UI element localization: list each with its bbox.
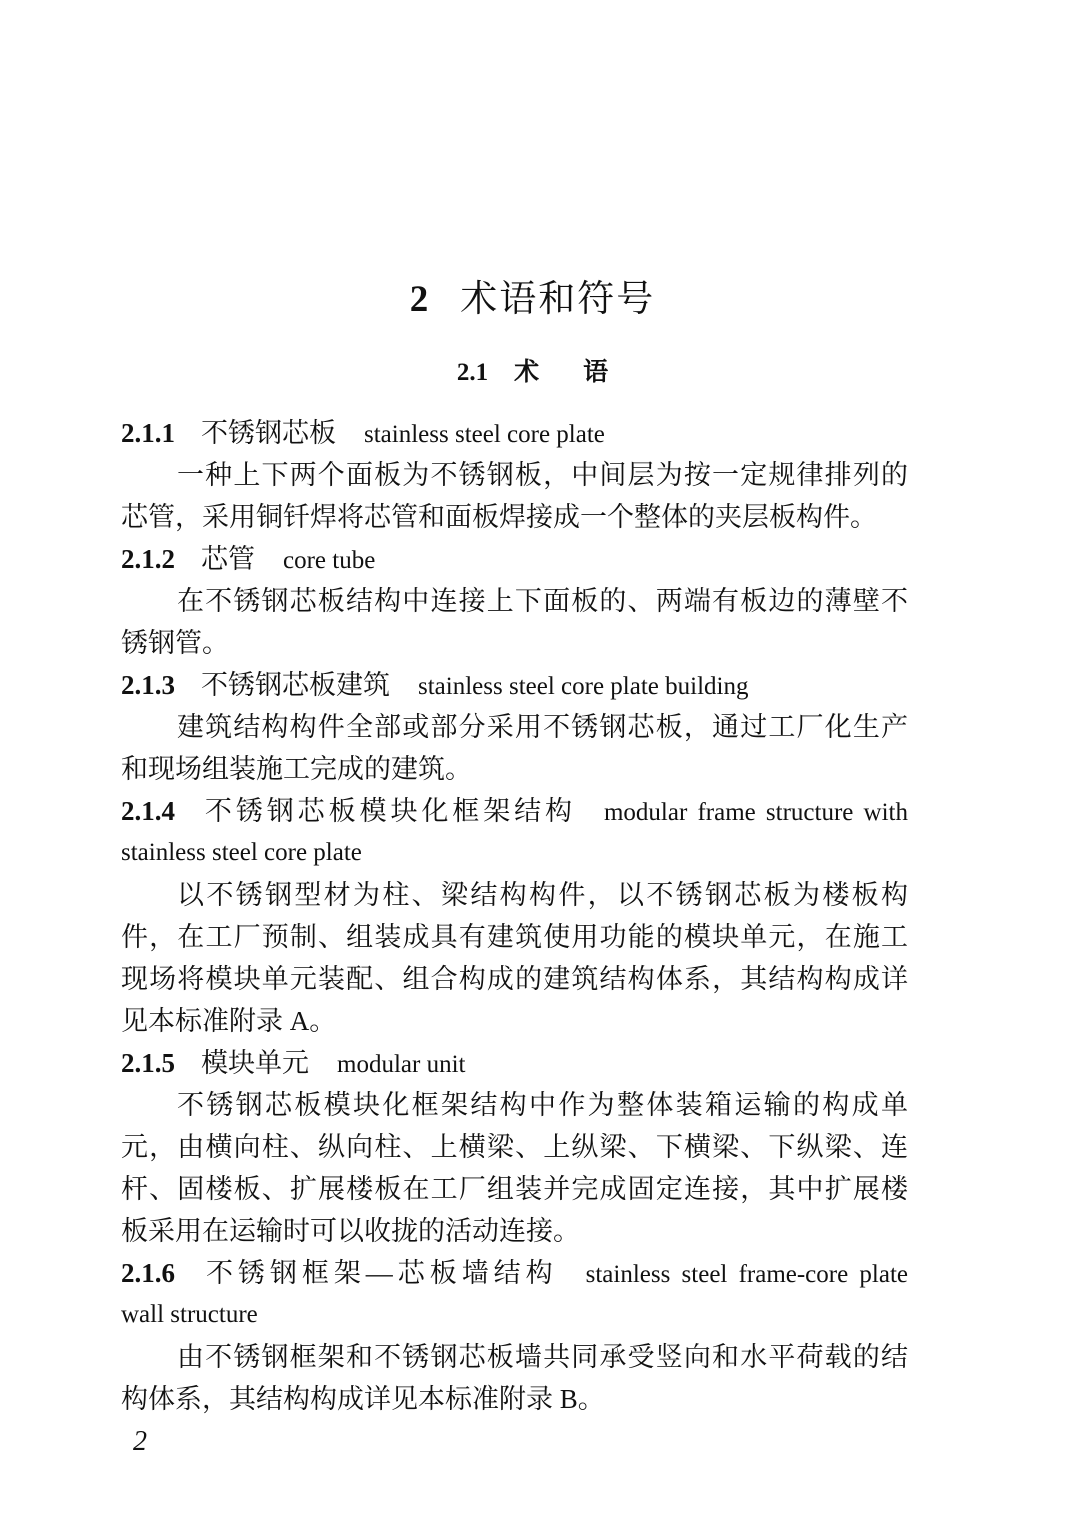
page-number: 2 xyxy=(133,1426,147,1457)
definition-line: 件，在工厂预制、组装成具有建筑使用功能的模块单元，在施工 xyxy=(121,922,908,952)
term-chinese: 芯管 xyxy=(201,544,255,574)
term-chinese: 不锈钢框架—芯板墙结构 xyxy=(201,1258,558,1288)
term-heading xyxy=(121,412,908,454)
term-number: 2.1.1 xyxy=(121,418,175,448)
definition-line: 现场将模块单元装配、组合构成的建筑结构体系，其结构构成详 xyxy=(121,964,908,994)
term-english-continued: wall structure xyxy=(121,1301,258,1328)
term-heading xyxy=(121,1042,908,1084)
definition-line: 杆、固楼板、扩展楼板在工厂组装并完成固定连接，其中扩展楼 xyxy=(121,1174,908,1204)
term-number: 2.1.4 xyxy=(121,796,175,826)
section-title-part: 术 xyxy=(514,359,540,386)
term-english: modular unit xyxy=(337,1051,466,1078)
chapter-title-text: 术语和符号 xyxy=(460,279,656,320)
term-english: stainless steel core plate xyxy=(364,421,605,448)
section-title-part: 语 xyxy=(583,359,609,386)
term-heading xyxy=(121,1252,908,1294)
term-number: 2.1.6 xyxy=(121,1258,175,1288)
section-heading xyxy=(0,352,1065,388)
term-number: 2.1.3 xyxy=(121,670,175,700)
definition-line: 见本标准附录 A。 xyxy=(121,1006,337,1036)
definition-line: 芯管，采用铜钎焊将芯管和面板焊接成一个整体的夹层板构件。 xyxy=(121,502,877,532)
chapter-number: 2 xyxy=(409,279,431,320)
terms-list xyxy=(121,412,908,1420)
definition-line: 元，由横向柱、纵向柱、上横梁、上纵梁、下横梁、下纵梁、连 xyxy=(121,1132,908,1162)
term-english: modular frame structure with xyxy=(603,799,909,826)
term-number: 2.1.2 xyxy=(121,544,175,574)
term-english: stainless steel core plate building xyxy=(418,673,749,700)
term-heading xyxy=(121,790,908,832)
definition-line: 建筑结构构件全部或部分采用不锈钢芯板，通过工厂化生产 xyxy=(177,712,908,742)
definition-line: 以不锈钢型材为柱、梁结构构件，以不锈钢芯板为楼板构 xyxy=(177,880,908,910)
definition-line: 在不锈钢芯板结构中连接上下面板的、两端有板边的薄壁不 xyxy=(177,586,908,616)
definition-line: 不锈钢芯板模块化框架结构中作为整体装箱运输的构成单 xyxy=(177,1090,908,1120)
term-chinese: 不锈钢芯板模块化框架结构 xyxy=(201,796,576,826)
term-heading xyxy=(121,538,908,580)
term-english-continued: stainless steel core plate xyxy=(121,839,362,866)
definition-line: 由不锈钢框架和不锈钢芯板墙共同承受竖向和水平荷载的结 xyxy=(177,1342,908,1372)
term-english: core tube xyxy=(283,547,376,574)
term-chinese: 模块单元 xyxy=(201,1048,309,1078)
chapter-title xyxy=(0,268,1065,322)
term-chinese: 不锈钢芯板 xyxy=(201,418,336,448)
definition-line: 锈钢管。 xyxy=(121,628,229,658)
definition-line: 和现场组装施工完成的建筑。 xyxy=(121,754,472,784)
term-chinese: 不锈钢芯板建筑 xyxy=(201,670,390,700)
definition-line: 构体系，其结构构成详见本标准附录 B。 xyxy=(121,1384,605,1414)
definition-line: 一种上下两个面板为不锈钢板，中间层为按一定规律排列的 xyxy=(177,460,908,490)
section-number: 2.1 xyxy=(456,359,489,386)
term-number: 2.1.5 xyxy=(121,1048,175,1078)
term-english: stainless steel frame-core plate xyxy=(585,1261,909,1288)
definition-line: 板采用在运输时可以收拢的活动连接。 xyxy=(121,1216,580,1246)
term-heading xyxy=(121,664,908,706)
